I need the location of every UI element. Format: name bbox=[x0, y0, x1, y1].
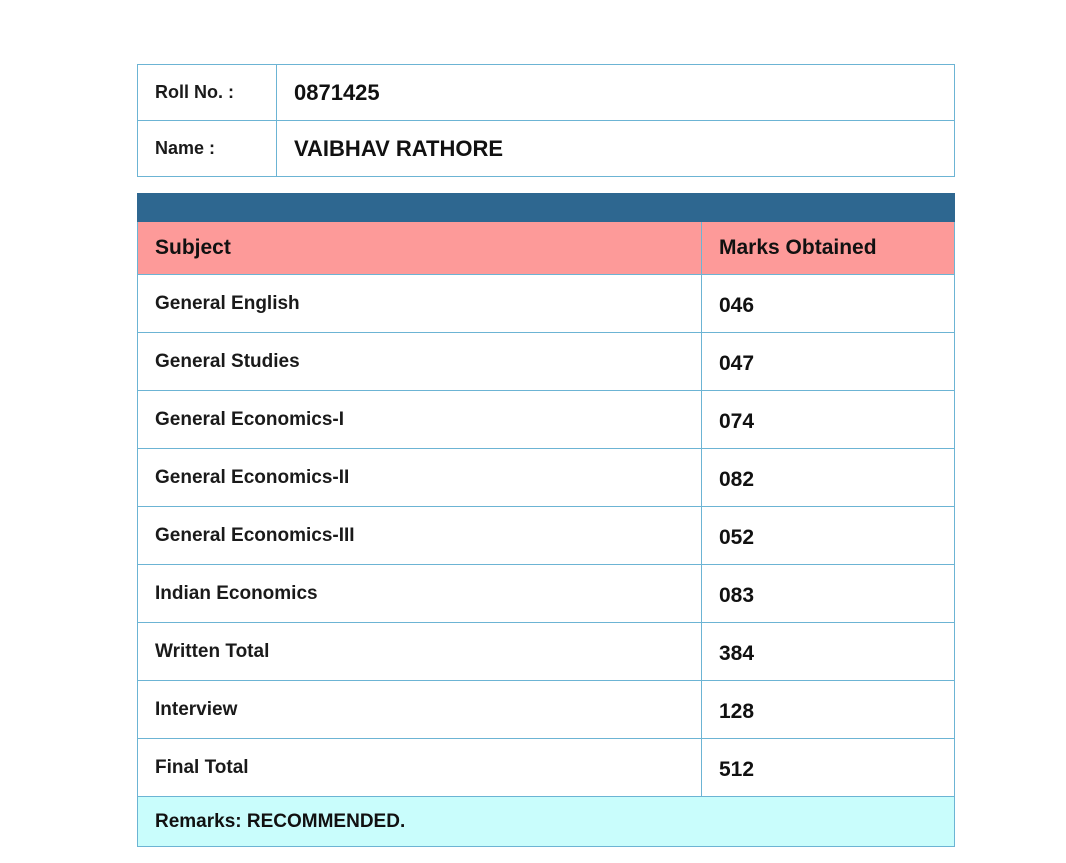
table-row bbox=[138, 565, 955, 623]
marks-column-header: Marks Obtained bbox=[702, 222, 955, 275]
table-row bbox=[138, 449, 955, 507]
marks-cell: 384 bbox=[702, 623, 955, 681]
remarks-text: Remarks: RECOMMENDED. bbox=[138, 797, 955, 847]
subject-cell: Indian Economics bbox=[138, 565, 702, 623]
marks-cell: 052 bbox=[702, 507, 955, 565]
interview-row bbox=[138, 681, 955, 739]
subject-cell: General Studies bbox=[138, 333, 702, 391]
roll-number-value: 0871425 bbox=[277, 65, 955, 121]
subject-cell: General Economics-I bbox=[138, 391, 702, 449]
subject-cell: Written Total bbox=[138, 623, 702, 681]
marks-cell: 074 bbox=[702, 391, 955, 449]
remarks-row bbox=[138, 797, 955, 847]
final-total-row bbox=[138, 739, 955, 797]
subject-column-header: Subject bbox=[138, 222, 702, 275]
name-row bbox=[138, 121, 955, 177]
marks-cell: 082 bbox=[702, 449, 955, 507]
subject-cell: General English bbox=[138, 275, 702, 333]
table-top-band bbox=[138, 194, 955, 222]
roll-number-row bbox=[138, 65, 955, 121]
written-total-row bbox=[138, 623, 955, 681]
marks-cell: 047 bbox=[702, 333, 955, 391]
name-value: VAIBHAV RATHORE bbox=[277, 121, 955, 177]
candidate-info-table bbox=[137, 64, 955, 177]
name-label: Name : bbox=[138, 121, 277, 177]
subject-cell: Interview bbox=[138, 681, 702, 739]
table-row bbox=[138, 507, 955, 565]
marks-cell: 128 bbox=[702, 681, 955, 739]
marks-cell: 512 bbox=[702, 739, 955, 797]
roll-number-label: Roll No. : bbox=[138, 65, 277, 121]
marks-cell: 083 bbox=[702, 565, 955, 623]
subject-cell: General Economics-III bbox=[138, 507, 702, 565]
table-row bbox=[138, 333, 955, 391]
subject-cell: Final Total bbox=[138, 739, 702, 797]
marks-cell: 046 bbox=[702, 275, 955, 333]
table-header-row bbox=[138, 222, 955, 275]
table-row bbox=[138, 391, 955, 449]
marks-table bbox=[137, 193, 955, 847]
band-cell bbox=[138, 194, 955, 222]
table-row bbox=[138, 275, 955, 333]
subject-cell: General Economics-II bbox=[138, 449, 702, 507]
